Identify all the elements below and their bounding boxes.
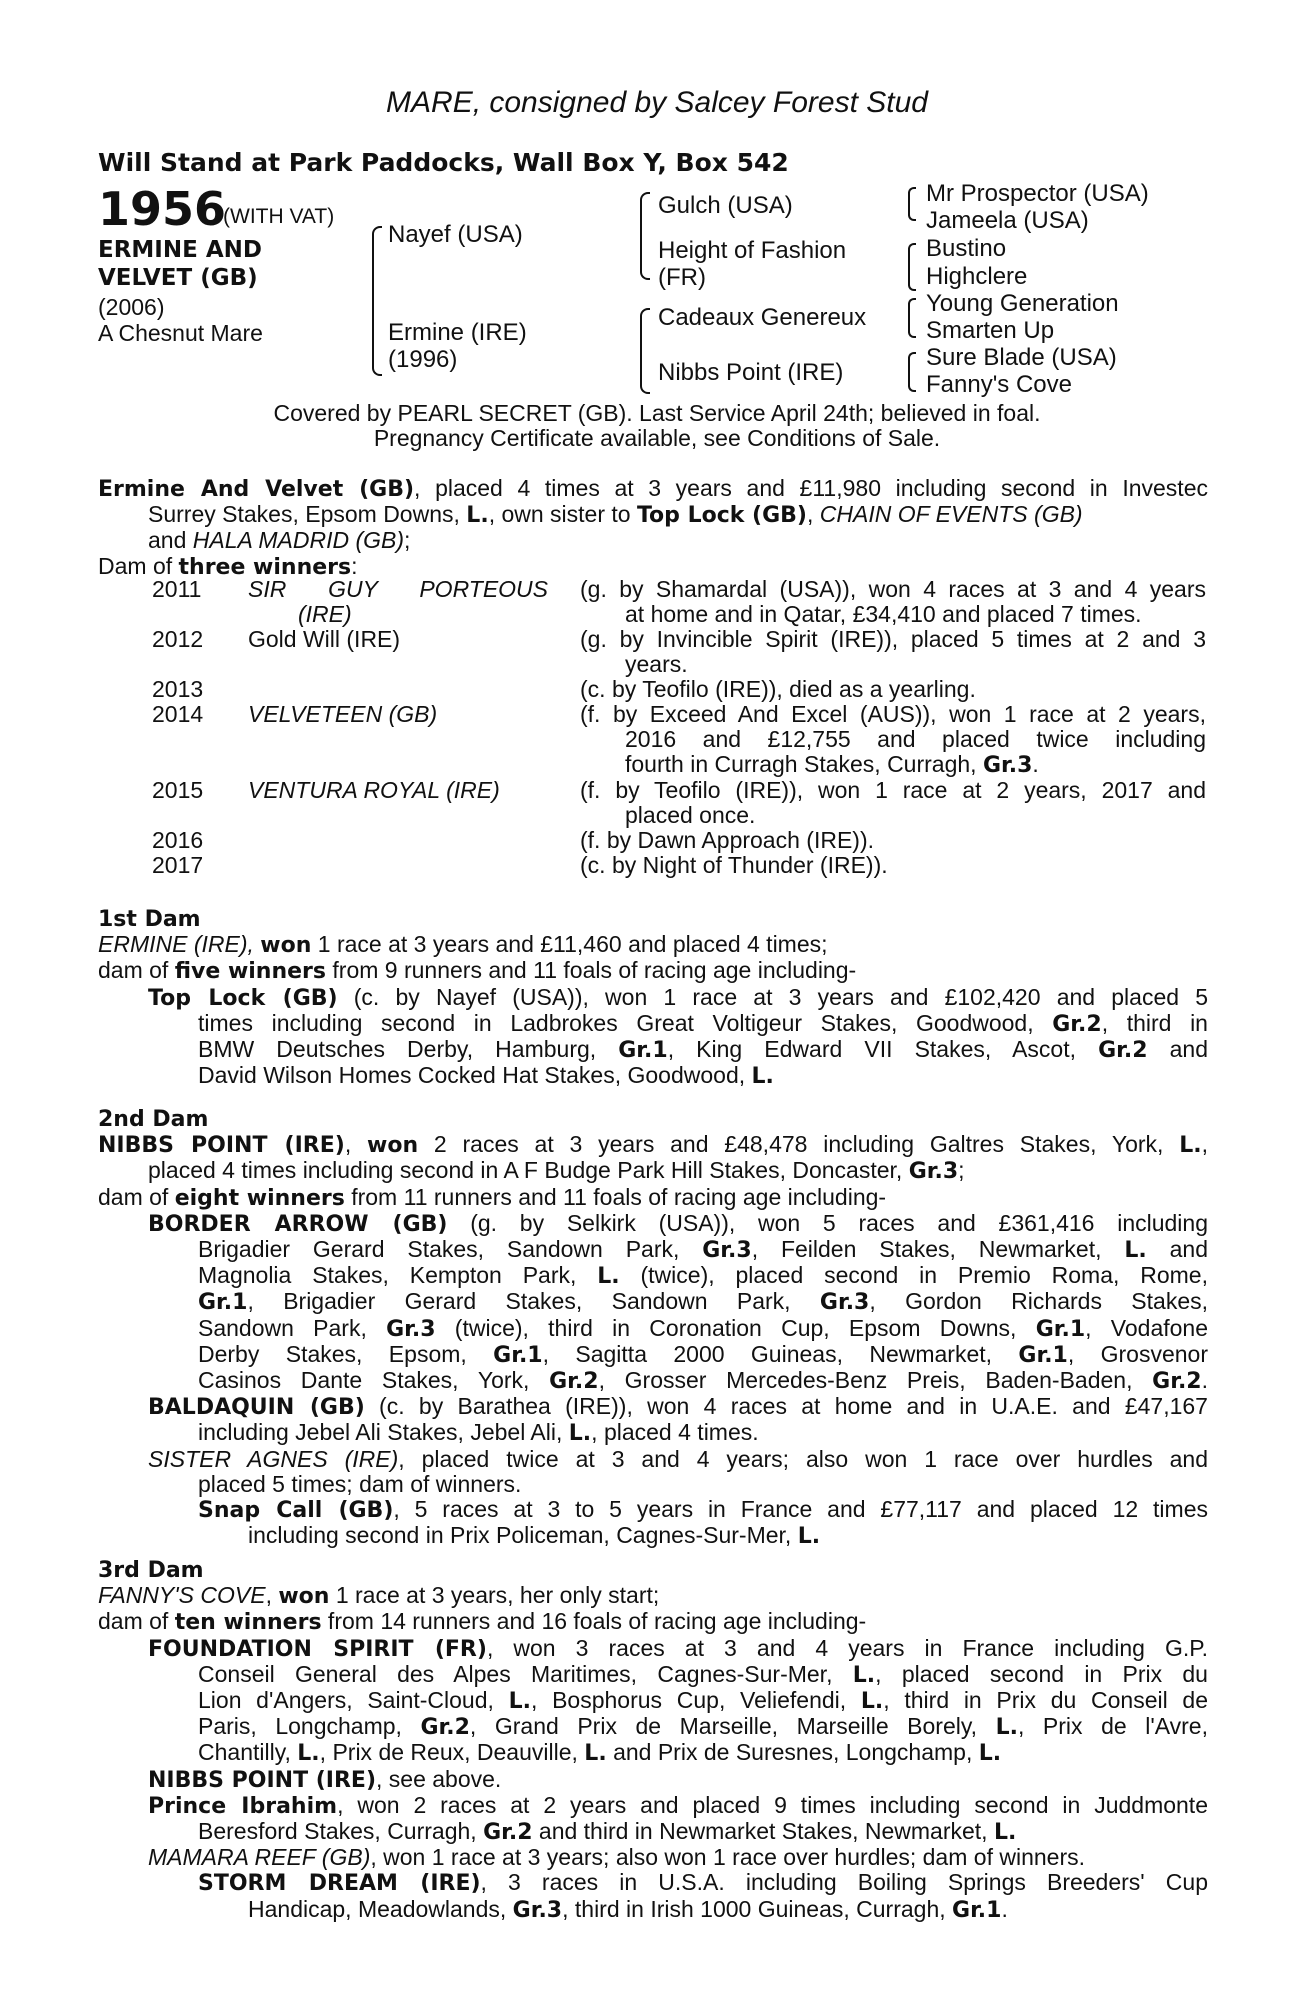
first-dam-section: 1st Dam ERMINE (IRE), won 1 race at 3 years and £11,460 and placed 4 times; dam of five winners from 9 runners and 11 foals of racing age including- Top Lock (GB) (c. by Nayef (USA)), won 1 race at 3 years and £102,420 and placed 5 times including second in Ladbrokes Great Voltigeur Stakes, Goodwood, Gr.2, third in BMW Deutsches Derby, Hamburg, Gr.1, King Edward VII Stakes, Ascot, Gr.2 and David Wilson Homes Cocked Hat Stakes, Goodwood, L. (98, 907, 1208, 1090)
pedigree-dam-year: (1996) (388, 346, 458, 373)
sibling-chain-of-events: CHAIN OF EVENTS (GB) (819, 501, 1083, 528)
foal-border-arrow: BORDER ARROW (GB) (148, 1211, 448, 1237)
produce-year: 2017 (152, 852, 204, 878)
produce-year: 2015 (152, 777, 204, 803)
pedigree-dss: Young Generation (926, 290, 1119, 317)
foal-nibbs-point: NIBBS POINT (IRE) (148, 1767, 376, 1793)
produce-record: 2011 SIR GUY PORTEOUS (IRE) (g. by Shamardal (USA)), won 4 races at 3 and 4 years at home and in Qatar, £34,410 and placed 7 times. 2012 Gold Will (IRE) (g. by Invincible Spirit (IRE)), placed 5 times at 2 and 3 years. 2013 (c. by Teofilo (IRE)), died as a yearling. 2014 VELVETEEN (GB) (f. by Exceed And Excel (AUS)), won 1 race at 2 years, 2016 and £12,755 and placed twice including fourth in Curragh Stakes, Curragh, Gr.3. 2015 VENTURA ROYAL (IRE) (f. by Teofilo (IRE)), won 1 race at 2 years, 2017 and placed once. 2016 (f. by Dawn Approach (IRE)). 2017 (c. by Night of Thunder (IRE)). (152, 576, 1206, 878)
pregnancy-note: Pregnancy Certificate available, see Conditions of Sale. (373, 425, 941, 451)
vat-label: (WITH VAT) (223, 205, 335, 228)
second-dam-heading: 2nd Dam (98, 1107, 209, 1132)
pedigree-ddd: Fanny's Cove (926, 371, 1072, 398)
produce-name: Gold Will (IRE) (248, 626, 401, 652)
pedigree-dam: Ermine (IRE) (388, 319, 527, 346)
page-title: MARE, consigned by Salcey Forest Stud (386, 86, 928, 119)
pedigree-brace-dd (908, 352, 916, 392)
pedigree-ss: Gulch (USA) (658, 192, 793, 219)
foal-mamara-reef: MAMARA REEF (GB) (148, 1844, 371, 1871)
covering-note: Covered by PEARL SECRET (GB). Last Service April 24th; believed in foal. (273, 400, 1041, 426)
horse-description: A Chesnut Mare (98, 320, 263, 346)
dam-name: Ermine And Velvet (GB) (98, 477, 415, 502)
sibling-hala-madrid: HALA MADRID (GB) (192, 527, 405, 554)
produce-name: VELVETEEN (GB) (248, 701, 438, 727)
foal-sister-agnes: SISTER AGNES (IRE) (148, 1445, 399, 1472)
pedigree-brace-sire (640, 192, 650, 280)
pedigree-dsd: Smarten Up (926, 317, 1055, 344)
lot-number: 1956 (98, 182, 227, 236)
pedigree-sd: Height of Fashion (658, 237, 847, 264)
produce-year: 2011 (152, 576, 202, 602)
produce-name: VENTURA ROYAL (IRE) (248, 777, 500, 803)
first-dam-heading: 1st Dam (98, 907, 201, 932)
foaling-year: (2006) (98, 294, 165, 320)
pedigree-brace-sd (908, 243, 916, 291)
pedigree-sdd: Highclere (926, 263, 1028, 290)
produce-name-suffix: (IRE) (298, 601, 352, 627)
third-dam-heading: 3rd Dam (98, 1558, 204, 1583)
pedigree-brace-ds (908, 298, 916, 338)
pedigree-dd: Nibbs Point (IRE) (658, 359, 844, 386)
produce-year: 2016 (152, 827, 204, 853)
pedigree-brace-ss (908, 187, 916, 221)
pedigree-ssd: Jameela (USA) (926, 207, 1089, 234)
third-dam-section: 3rd Dam FANNY'S COVE, won 1 race at 3 years, her only start; dam of ten winners from 14 runners and 16 foals of racing age including- FOUNDATION SPIRIT (FR), won 3 races at 3 and 4 years in France including G.P. Conseil General des Alpes Maritimes, Cagnes-Sur-Mer, L., placed second in Prix du Lion d'Angers, Saint-Cloud, L., Bosphorus Cup, Veliefendi, L., third in Prix du Conseil de Paris, Longchamp, Gr.2, Grand Prix de Marseille, Marseille Borely, L., Prix de l'Avre, Chantilly, L., Prix de Reux, Deauville, L. and Prix de Suresnes, Longchamp, L. NIBBS POINT (IRE), see above. Prince Ibrahim, won 2 races at 2 years and placed 9 times including second in Juddmonte Beresford Stakes, Curragh, Gr.2 and third in Newmarket Stakes, Newmarket, L. MAMARA REEF (GB), won 1 race at 3 years; also won 1 race over hurdles; dam of winners. STORM DREAM (IRE), 3 races in U.S.A. including Boiling Springs Breeders' Cup Handicap, Meadowlands, Gr.3, third in Irish 1000 Guineas, Curragh, Gr.1. (98, 1558, 1209, 1923)
foal-prince-ibrahim: Prince Ibrahim (148, 1793, 338, 1819)
foal-baldaquin: BALDAQUIN (GB) (148, 1395, 365, 1421)
pedigree-brace-gen1 (372, 226, 382, 376)
pedigree-sd-country: (FR) (658, 264, 706, 291)
horse-name-line2: VELVET (GB) (98, 265, 258, 291)
pedigree-sds: Bustino (926, 235, 1007, 262)
produce-name: SIR GUY PORTEOUS (248, 576, 548, 602)
pedigree-sire: Nayef (USA) (388, 221, 523, 248)
sibling-top-lock: Top Lock (GB) (636, 503, 807, 529)
produce-year: 2013 (152, 676, 204, 702)
pedigree-brace-dam (640, 308, 650, 394)
stand-location: Will Stand at Park Paddocks, Wall Box Y, Box 542 (98, 148, 789, 177)
second-dam-section: 2nd Dam NIBBS POINT (IRE), won 2 races at 3 years and £48,478 including Galtres Stakes, York, L., placed 4 times including second in A F Budge Park Hill Stakes, Doncaster, Gr.3; dam of eight winners from 11 runners and 11 foals of racing age including- BORDER ARROW (GB) (g. by Selkirk (USA)), won 5 races and £361,416 including Brigadier Gerard Stakes, Sandown Park, Gr.3, Feilden Stakes, Newmarket, L. and Magnolia Stakes, Kempton Park, L. (twice), placed second in Premio Roma, Rome, Gr.1, Brigadier Gerard Stakes, Sandown Park, Gr.3, Gordon Richards Stakes, Sandown Park, Gr.3 (twice), third in Coronation Cup, Epsom Downs, Gr.1, Vodafone Derby Stakes, Epsom, Gr.1, Sagitta 2000 Guineas, Newmarket, Gr.1, Grosvenor Casinos Dante Stakes, York, Gr.2, Grosser Mercedes-Benz Preis, Baden-Baden, Gr.2. BALDAQUIN (GB) (c. by Barathea (IRE)), won 4 races at home and in U.A.E. and £47,167 including Jebel Ali Stakes, Jebel Ali, L., placed 4 times. SISTER AGNES (IRE), placed twice at 3 and 4 years; also won 1 race over hurdles and placed 5 times; dam of winners. Snap Call (GB), 5 races at 3 to 5 years in France and £77,117 and placed 12 times including second in Prix Policeman, Cagnes-Sur-Mer, L. (98, 1107, 1209, 1550)
produce-year: 2012 (152, 626, 204, 652)
horse-name-line1: ERMINE AND (98, 237, 262, 263)
pedigree-dds: Sure Blade (USA) (926, 344, 1117, 371)
foal-foundation-spirit: FOUNDATION SPIRIT (FR) (148, 1636, 487, 1662)
foal-snap-call: Snap Call (GB) (198, 1498, 394, 1524)
pedigree-sss: Mr Prospector (USA) (926, 180, 1149, 207)
pedigree-ds: Cadeaux Genereux (658, 304, 867, 331)
produce-year: 2014 (152, 701, 204, 727)
foal-top-lock: Top Lock (GB) (148, 985, 338, 1011)
dam-summary: Ermine And Velvet (GB), placed 4 times at 3 years and £11,980 including second in Investec Surrey Stakes, Epsom Downs, L., own sister to Top Lock (GB), CHAIN OF EVENTS (GB) and HALA MADRID (GB); Dam of three winners: (98, 475, 1208, 580)
foal-storm-dream: STORM DREAM (IRE) (198, 1871, 481, 1897)
